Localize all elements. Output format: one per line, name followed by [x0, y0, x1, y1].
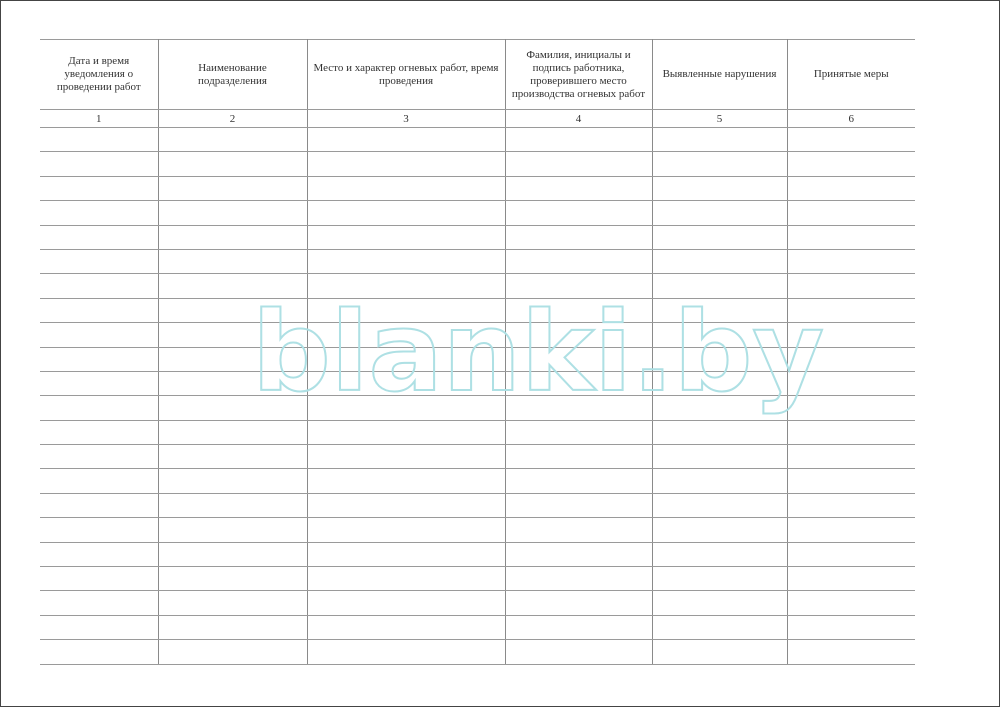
table-cell: [652, 420, 787, 444]
table-row: [40, 347, 915, 371]
table-cell: [505, 518, 652, 542]
table-cell: [40, 640, 158, 664]
table-row: [40, 469, 915, 493]
table-cell: [652, 152, 787, 176]
table-cell: [40, 152, 158, 176]
table-cell: [652, 445, 787, 469]
table-cell: [40, 493, 158, 517]
column-number-row: [40, 110, 915, 128]
table-cell: [505, 615, 652, 639]
table-cell: [40, 420, 158, 444]
table-cell: [787, 542, 915, 566]
table-row: [40, 518, 915, 542]
table-cell: [158, 371, 307, 395]
table-cell: [158, 201, 307, 225]
table-cell: [40, 542, 158, 566]
table-cell: [307, 420, 505, 444]
table-cell: [158, 396, 307, 420]
table-cell: [652, 469, 787, 493]
table-cell: [787, 591, 915, 615]
table-cell: [307, 518, 505, 542]
table-cell: [652, 591, 787, 615]
table-cell: [652, 640, 787, 664]
table-cell: [307, 371, 505, 395]
table-row: [40, 591, 915, 615]
table-cell: [158, 128, 307, 152]
column-header-work-location: Место и характер огневых работ, время проведения: [307, 40, 505, 110]
table-cell: [787, 493, 915, 517]
table-cell: [787, 176, 915, 200]
table-cell: [40, 371, 158, 395]
table-cell: [787, 347, 915, 371]
table-cell: [652, 396, 787, 420]
table-cell: [652, 201, 787, 225]
table-cell: [505, 542, 652, 566]
table-cell: [40, 518, 158, 542]
table-cell: [307, 249, 505, 273]
table-row: [40, 323, 915, 347]
table-row: [40, 396, 915, 420]
table-cell: [158, 225, 307, 249]
table-cell: [652, 371, 787, 395]
table-cell: [307, 640, 505, 664]
table-cell: [787, 420, 915, 444]
table-cell: [158, 152, 307, 176]
journal-table: [40, 39, 915, 665]
table-cell: [652, 274, 787, 298]
table-cell: [505, 640, 652, 664]
table-cell: [307, 274, 505, 298]
table-cell: [652, 615, 787, 639]
column-header-violations: Выявленные нарушения: [652, 40, 787, 110]
table-cell: [40, 615, 158, 639]
table-cell: [505, 128, 652, 152]
table-cell: [505, 249, 652, 273]
table-cell: [158, 347, 307, 371]
table-cell: [652, 128, 787, 152]
table-cell: [40, 176, 158, 200]
table-cell: [505, 371, 652, 395]
table-cell: [787, 128, 915, 152]
table-cell: [158, 567, 307, 591]
table-cell: [652, 493, 787, 517]
table-cell: [307, 469, 505, 493]
table-row: [40, 445, 915, 469]
table-row: [40, 615, 915, 639]
table-cell: [505, 420, 652, 444]
table-cell: [307, 493, 505, 517]
table-cell: [307, 176, 505, 200]
table-cell: [505, 298, 652, 322]
table-cell: [158, 274, 307, 298]
table-row: [40, 201, 915, 225]
table-cell: [505, 201, 652, 225]
table-cell: [158, 493, 307, 517]
table-cell: [505, 176, 652, 200]
column-number: 1: [40, 110, 158, 128]
table-cell: [158, 591, 307, 615]
table-cell: [307, 201, 505, 225]
table-row: [40, 249, 915, 273]
table-cell: [40, 225, 158, 249]
table-cell: [505, 225, 652, 249]
table-row: [40, 274, 915, 298]
column-number: 4: [505, 110, 652, 128]
table-cell: [787, 615, 915, 639]
column-number: 6: [787, 110, 915, 128]
table-cell: [787, 298, 915, 322]
table-cell: [652, 567, 787, 591]
table-cell: [307, 542, 505, 566]
table-cell: [158, 445, 307, 469]
table-cell: [505, 274, 652, 298]
table-cell: [505, 347, 652, 371]
table-cell: [652, 542, 787, 566]
table-row: [40, 493, 915, 517]
table-cell: [787, 396, 915, 420]
table-cell: [307, 347, 505, 371]
table-cell: [40, 469, 158, 493]
table-cell: [307, 591, 505, 615]
table-cell: [787, 274, 915, 298]
table-cell: [40, 396, 158, 420]
table-cell: [307, 152, 505, 176]
table-cell: [505, 396, 652, 420]
table-cell: [307, 396, 505, 420]
table-cell: [40, 591, 158, 615]
table-cell: [158, 542, 307, 566]
table-cell: [158, 249, 307, 273]
table-cell: [40, 249, 158, 273]
table-cell: [787, 201, 915, 225]
column-header-department: Наименование подразделения: [158, 40, 307, 110]
table-cell: [787, 469, 915, 493]
table-cell: [787, 567, 915, 591]
table-row: [40, 225, 915, 249]
table-cell: [307, 225, 505, 249]
table-cell: [307, 445, 505, 469]
table-cell: [40, 347, 158, 371]
table-cell: [158, 176, 307, 200]
table-cell: [787, 225, 915, 249]
table-row: [40, 371, 915, 395]
table-cell: [787, 445, 915, 469]
table-cell: [158, 298, 307, 322]
table-row: [40, 542, 915, 566]
table-cell: [652, 347, 787, 371]
table-cell: [787, 152, 915, 176]
table-row: [40, 567, 915, 591]
table-cell: [307, 298, 505, 322]
column-number: 2: [158, 110, 307, 128]
table-cell: [505, 469, 652, 493]
table-cell: [787, 371, 915, 395]
table-cell: [307, 323, 505, 347]
table-cell: [505, 591, 652, 615]
table-row: [40, 152, 915, 176]
header-row: [40, 40, 915, 110]
watermark-text: blanki.by: [252, 288, 825, 416]
table-cell: [40, 298, 158, 322]
table-cell: [158, 615, 307, 639]
table-cell: [158, 469, 307, 493]
table-cell: [652, 225, 787, 249]
table-cell: [158, 323, 307, 347]
table-cell: [158, 518, 307, 542]
column-header-measures: Принятые меры: [787, 40, 915, 110]
table-cell: [505, 567, 652, 591]
table-cell: [40, 567, 158, 591]
table-cell: [307, 615, 505, 639]
table-cell: [652, 249, 787, 273]
table-cell: [787, 518, 915, 542]
table-cell: [307, 567, 505, 591]
table-row: [40, 128, 915, 152]
table-cell: [40, 128, 158, 152]
table-row: [40, 640, 915, 664]
table-cell: [505, 493, 652, 517]
table-cell: [40, 274, 158, 298]
table-cell: [40, 445, 158, 469]
table-cell: [307, 128, 505, 152]
table-cell: [652, 176, 787, 200]
table-cell: [505, 323, 652, 347]
table-row: [40, 176, 915, 200]
table-row: [40, 298, 915, 322]
table-cell: [505, 445, 652, 469]
table-cell: [787, 249, 915, 273]
table-cell: [40, 201, 158, 225]
table-cell: [158, 420, 307, 444]
column-header-notification-datetime: Дата и время уведомления о проведении работ: [40, 40, 158, 110]
table-cell: [787, 323, 915, 347]
column-header-inspector: Фамилия, инициалы и подпись работника, проверившего место производства огневых работ: [505, 40, 652, 110]
table-row: [40, 420, 915, 444]
column-number: 5: [652, 110, 787, 128]
table-cell: [158, 640, 307, 664]
table-cell: [652, 323, 787, 347]
table-cell: [652, 518, 787, 542]
column-number: 3: [307, 110, 505, 128]
table-cell: [505, 152, 652, 176]
table-cell: [652, 298, 787, 322]
table-cell: [787, 640, 915, 664]
table-cell: [40, 323, 158, 347]
